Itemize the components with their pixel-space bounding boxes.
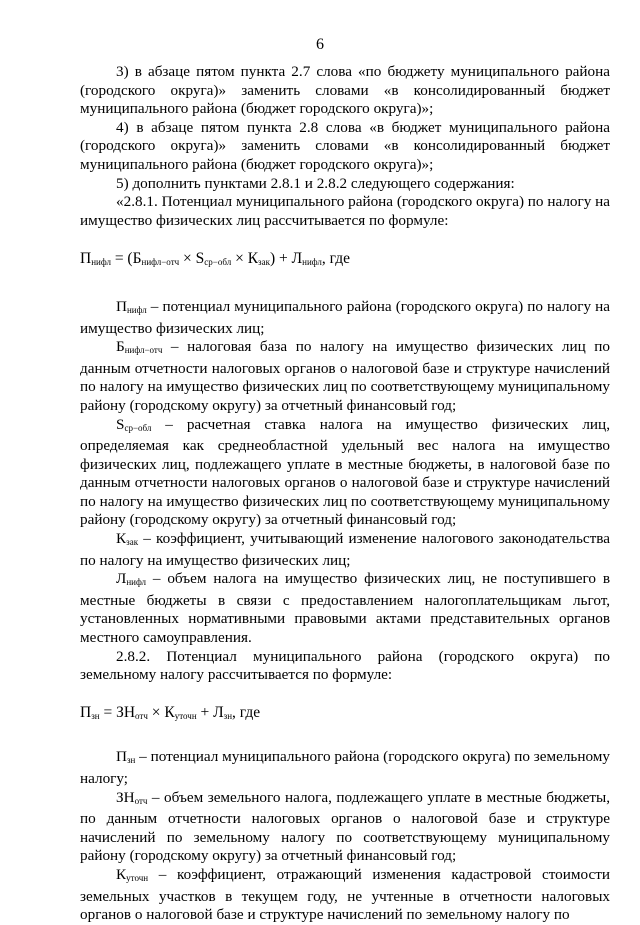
formula-subscript: зн bbox=[91, 710, 100, 721]
definition-symbol: ЗН bbox=[116, 788, 135, 806]
definition-symbol: П bbox=[116, 748, 127, 766]
definition-text: – налоговая база по налогу на имущество физических лиц по данным отчетности налоговых органов о налоговой базе и структуре начислений по налогу на имущество физических лиц по соответствующему муниципальному району (городскому округу) за отчетный финансовый год; bbox=[80, 338, 610, 414]
paragraph-item-4: 4) в абзаце пятом пункта 2.8 слова «в бюджет муниципального района (городского округа)» заменить словами «в консолидированный бюджет муниципального района (бюджет городского округа)»; bbox=[80, 118, 610, 173]
definition-subscript: отч bbox=[134, 795, 148, 806]
definition-symbol: Б bbox=[116, 338, 125, 356]
formula-part: × S bbox=[179, 250, 205, 268]
formula-subscript: зак bbox=[258, 257, 270, 268]
definition-item bbox=[80, 789, 610, 866]
formula-part: × К bbox=[231, 250, 259, 268]
definition-item bbox=[80, 298, 610, 338]
definition-text: – объем земельного налога, подлежащего уплате в местные бюджеты, по данным отчетности налоговых органов о налоговой базе и структуре начислений по земельному налогу по соответствующему муниципальному району (городскому округу) за отчетный финансовый год; bbox=[80, 788, 610, 865]
definition-text: – потенциал муниципального района (городского округа) по налогу на имущество физических лиц; bbox=[80, 297, 610, 337]
formula-subscript: нифл bbox=[302, 257, 322, 268]
formula-subscript: нифл bbox=[91, 257, 111, 268]
formula-subscript: зн bbox=[223, 710, 233, 721]
paragraph-item-5: 5) дополнить пунктами 2.8.1 и 2.8.2 следующего содержания: bbox=[116, 174, 515, 192]
formula-part: × К bbox=[147, 703, 175, 721]
definition-subscript: нифл bbox=[126, 577, 147, 588]
paragraph-item-3: 3) в абзаце пятом пункта 2.7 слова «по бюджету муниципального района (городского округа)» заменить словами «в консолидированный бюджет муниципального района (бюджет городского округа)»; bbox=[80, 63, 610, 118]
definition-item bbox=[80, 338, 610, 415]
definition-item bbox=[80, 748, 610, 788]
definition-symbol: К bbox=[116, 530, 127, 548]
paragraph-2-8-2-intro: 2.8.2. Потенциал муниципального района (городского округа) по земельному налогу рассчитывается по формуле: bbox=[80, 647, 610, 684]
formula-part: , где bbox=[321, 250, 350, 268]
formula-land-tax bbox=[80, 704, 610, 726]
definition-item bbox=[80, 570, 610, 647]
definition-text: – расчетная ставка налога на имущество физических лиц, определяемая как среднеобластной удельный вес налога на имущество физических лиц, подлежащего уплате в местные бюджеты, в налоговой базе по данным отчетности налоговых органов о налоговой базе и структуре начислений по налогу на имущество физических лиц по соответствующему муниципальному району (городскому округу) за отчетный финансовый год; bbox=[80, 415, 610, 529]
formula-part: , где bbox=[232, 703, 261, 721]
definition-subscript: зн bbox=[126, 755, 136, 766]
definition-symbol: S bbox=[116, 415, 125, 433]
formula-subscript: нифл−отч bbox=[141, 257, 180, 268]
paragraph-2-8-1-intro: «2.8.1. Потенциал муниципального района (городского округа) по налогу на имущество физических лиц рассчитывается по формуле: bbox=[80, 193, 610, 229]
formula-part: = ЗН bbox=[99, 703, 136, 721]
definition-text: – коэффициент, учитывающий изменение налогового законодательства по налогу на имущество физических лиц; bbox=[80, 530, 610, 569]
definition-subscript: зак bbox=[126, 537, 139, 548]
definition-subscript: нифл bbox=[126, 304, 147, 315]
formula-part: ) + Л bbox=[269, 250, 303, 268]
formula-part: = (Б bbox=[110, 250, 142, 268]
formula-symbol: П bbox=[80, 703, 92, 721]
formula-symbol: П bbox=[80, 250, 92, 268]
definition-item bbox=[80, 416, 610, 531]
definition-subscript: уточн bbox=[126, 872, 149, 883]
document-body bbox=[80, 63, 610, 925]
definition-text: – потенциал муниципального района (городского округа) по земельному налогу; bbox=[80, 748, 610, 787]
definition-text: – коэффициент, отражающий изменения кадастровой стоимости земельных участков в текущем году, не учтенные в отчетности налоговых органов о налоговой базе и структуре начислений по земельному налогу по bbox=[80, 865, 610, 924]
definition-subscript: ср−обл bbox=[124, 422, 152, 433]
definition-symbol: Л bbox=[116, 570, 127, 588]
formula-subscript: ср−обл bbox=[204, 257, 232, 268]
definition-item bbox=[80, 866, 610, 925]
formula-part: + Л bbox=[196, 703, 224, 721]
definition-item bbox=[80, 530, 610, 570]
formula-subscript: уточн bbox=[174, 710, 197, 721]
definition-symbol: К bbox=[116, 865, 127, 883]
definition-symbol: П bbox=[116, 297, 127, 315]
page-number: 6 bbox=[316, 36, 324, 53]
definition-text: – объем налога на имущество физических лиц, не поступившего в местные бюджеты в связи с предоставлением налогоплательщикам льгот, установленных нормативными правовыми актами представительных органов местного самоуправления. bbox=[80, 570, 610, 647]
definition-subscript: нифл−отч bbox=[124, 345, 163, 356]
formula-subscript: отч bbox=[135, 710, 148, 721]
formula-property-tax bbox=[80, 250, 610, 272]
